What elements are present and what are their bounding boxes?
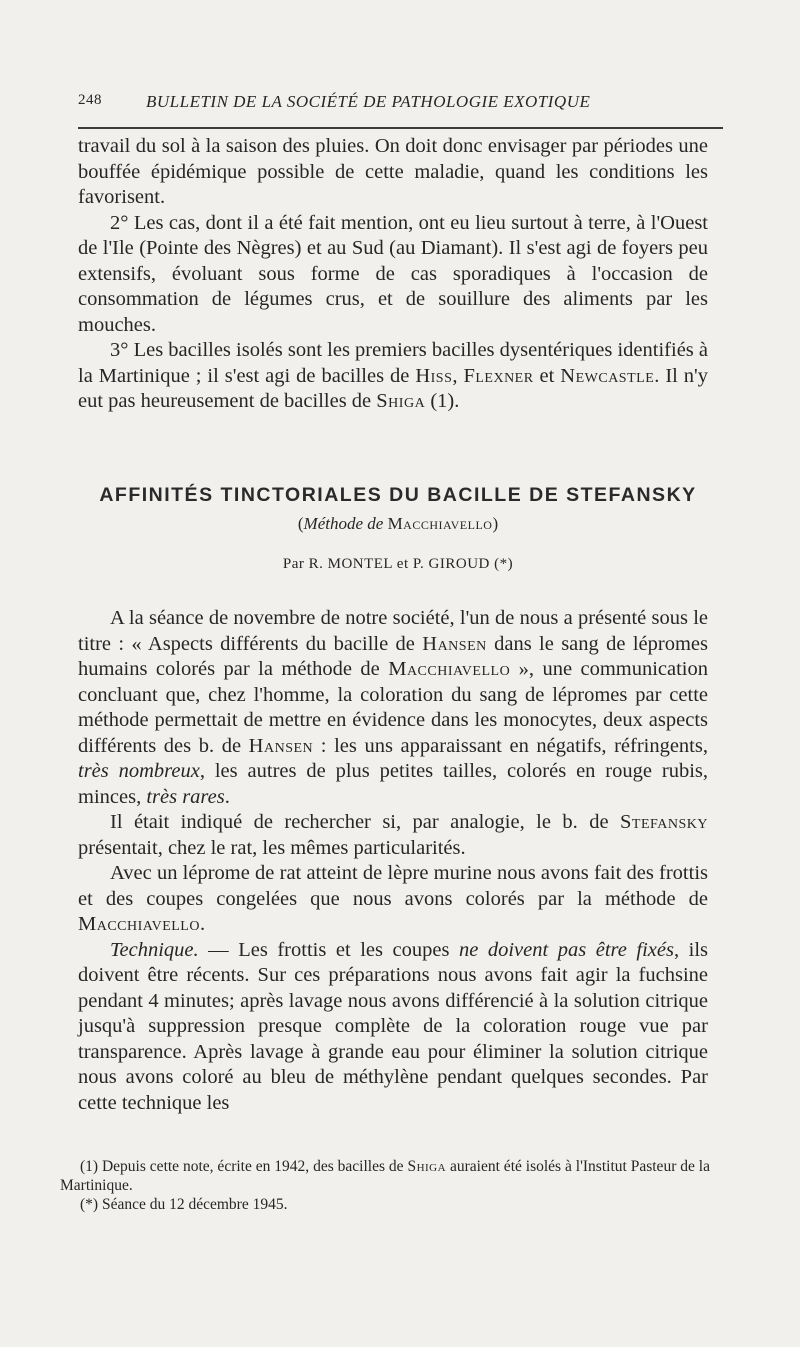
emph-tres-rares: très rares	[146, 785, 225, 808]
journal-title: BULLETIN DE LA SOCIÉTÉ DE PATHOLOGIE EXOTIQUE	[146, 92, 591, 111]
name-newcastle: Newcastle	[560, 364, 655, 387]
name-macchiavello-2: Macchiavello	[78, 913, 200, 935]
article-paragraph-4	[78, 938, 708, 1117]
paragraph-1: travail du sol à la saison des pluies. On doit donc envisager par périodes une bouffée épidémique possible de cette maladie, quand les conditions les favorisent.	[78, 135, 708, 208]
name-macchiavello: Macchiavello	[388, 658, 511, 680]
p3-text-e: (1).	[425, 390, 460, 412]
subtitle-name: Macchiavello	[387, 514, 493, 533]
footnotes	[60, 1157, 710, 1214]
subtitle-method: Méthode de	[303, 514, 384, 533]
ap4-text-a: — Les frottis et les coupes	[198, 938, 459, 961]
ap1-text-b: dans le sang de lépromes humains colorés par la méthode de	[78, 632, 708, 680]
fn1-text-a: (1) Depuis cette note, écrite en 1942, des bacilles de	[80, 1158, 408, 1175]
emph-tres-nombreux: très nombreux	[78, 760, 200, 782]
article-paragraph-2	[78, 810, 708, 861]
p3-text-b: ,	[452, 364, 464, 387]
subtitle-close: )	[492, 514, 499, 533]
article-title: AFFINITÉS TINCTORIALES DU BACILLE DE STEFANSKY	[99, 484, 697, 506]
footnote-2: (*) Séance du 12 décembre 1945.	[80, 1196, 288, 1213]
name-hansen: Hansen	[422, 632, 487, 655]
previous-article-end	[78, 134, 708, 415]
footnote-1	[60, 1157, 710, 1195]
subtitle-open: (	[297, 514, 304, 533]
header-rule	[78, 127, 723, 129]
fn1-text-b: auraient été isolés à l'Institut Pasteur de la Martinique.	[60, 1158, 710, 1194]
name-hiss: Hiss	[415, 364, 453, 387]
p3-text-a: 3° Les bacilles isolés sont les premiers bacilles dysentériques identifiés à la Martinique ; il s'est agi de bacilles de	[78, 339, 708, 387]
article-paragraph-3	[78, 861, 708, 938]
ap1-text-d: : les uns apparaissant en négatifs, réfringents,	[313, 734, 708, 757]
paragraph-2: 2° Les cas, dont il a été fait mention, ont eu lieu surtout à terre, à l'Ouest de l'Ile (Pointe des Nègres) et au Sud (au Diamant). Il s'est agi de foyers peu extensifs, évoluant sous forme de cas sporadiques à l'occasion de consommation de légumes crus, et de souillure des aliments par les mouches.	[78, 211, 708, 336]
name-shiga: Shiga	[376, 390, 426, 412]
ap3-text-a: Avec un léprome de rat atteint de lèpre murine nous avons fait des frottis et des coupes congelées que nous avons colorés par la méthode de	[78, 862, 708, 910]
page-number: 248	[78, 92, 102, 108]
name-flexner: Flexner	[463, 364, 534, 387]
p3-text-c: et	[533, 364, 561, 387]
fn1-name-shiga: Shiga	[407, 1158, 447, 1175]
technique-heading: Technique.	[110, 938, 199, 961]
ap2-text-a: Il était indiqué de rechercher si, par analogie, le b. de	[110, 811, 621, 833]
name-hansen-2: Hansen	[248, 734, 314, 757]
article-subtitle	[78, 514, 718, 534]
ap2-text-b: présentait, chez le rat, les mêmes particularités.	[78, 836, 466, 859]
ap3-text-b: .	[199, 913, 206, 935]
article-body	[78, 606, 708, 1116]
p3-text-d: . Il n'y eut pas heureusement de bacilles de	[78, 364, 708, 412]
ap1-text-c: », une communication concluant que, chez l'homme, la coloration du sang de lépromes par cette méthode permettait de mettre en évidence dans les monocytes, deux aspects différents des b. de	[78, 658, 709, 757]
article-paragraph-1	[78, 606, 708, 810]
emph-ne-doivent: ne doivent pas être fixés	[458, 938, 674, 961]
ap1-text-a: A la séance de novembre de notre société, l'un de nous a présenté sous le titre : « Aspects différents du bacille de	[78, 607, 708, 655]
ap4-text-b: , ils doivent être récents. Sur ces préparations nous avons fait agir la fuchsine pendant 4 minutes; après lavage nous avons différencié à la solution citrique jusqu'à suppression presque complète de la coloration rouge vue par transparence. Après lavage à grande eau pour éliminer la solution citrique nous avons coloré au bleu de méthylène pendant quelques secondes. Par cette technique les	[78, 938, 709, 1114]
name-stefansky: Stefansky	[620, 811, 708, 833]
ap1-text-f: .	[224, 785, 230, 808]
paragraph-3	[78, 338, 708, 415]
ap1-text-e: , les autres de plus petites tailles, colorés en rouge rubis, minces,	[78, 760, 708, 808]
article-authors: Par R. MONTEL et P. GIROUD (*)	[282, 556, 514, 572]
